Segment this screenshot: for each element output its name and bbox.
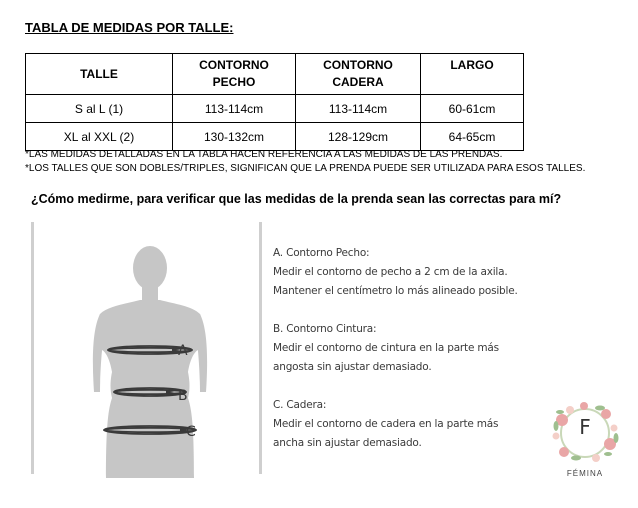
- header-cadera-line1: CONTORNO: [323, 58, 393, 72]
- note-item: *LAS MEDIDAS DETALLADAS EN LA TABLA HACEN REFERENCIA A LAS MEDIDAS DE LAS PRENDAS.: [25, 149, 503, 160]
- cell-largo: 60-61cm: [421, 95, 524, 123]
- header-contorno-cadera: [296, 54, 421, 95]
- logo-letter: F: [579, 415, 591, 439]
- cell-talle: S al L (1): [26, 95, 173, 123]
- logo-name: FÉMINA: [566, 469, 604, 478]
- measure-question: ¿Cómo medirme, para verificar que las medidas de la prenda sean las correctas para mí?: [31, 192, 562, 206]
- cell-cadera: 113-114cm: [296, 95, 421, 123]
- label-a: A: [178, 343, 188, 359]
- header-contorno-pecho: [173, 54, 296, 95]
- header-largo-label: LARGO: [450, 58, 494, 72]
- instruction-title: A. Contorno Pecho:: [273, 247, 370, 259]
- instruction-text: Medir el contorno de pecho a 2 cm de la axila.: [273, 266, 508, 278]
- header-pecho-line1: CONTORNO: [199, 58, 269, 72]
- table-header-row: [26, 54, 524, 95]
- instruction-title: C. Cadera:: [273, 399, 327, 411]
- table-row: [26, 123, 524, 151]
- body-silhouette-figure: [80, 232, 220, 478]
- cell-cadera: 128-129cm: [296, 123, 421, 151]
- cell-talle: XL al XXL (2): [26, 123, 173, 151]
- instruction-hip: [273, 396, 518, 453]
- divider-right: [259, 222, 262, 474]
- instruction-text: ancha sin ajustar demasiado.: [273, 437, 422, 449]
- cell-largo: 64-65cm: [421, 123, 524, 151]
- page-heading: TABLA DE MEDIDAS POR TALLE:: [25, 20, 234, 35]
- instruction-title: B. Contorno Cintura:: [273, 323, 377, 335]
- note-item: *LOS TALLES QUE SON DOBLES/TRIPLES, SIGNIFICAN QUE LA PRENDA PUEDE SER UTILIZADA PARA ESOS TALLES.: [25, 163, 586, 174]
- instruction-chest: [273, 244, 518, 301]
- instruction-text: Medir el contorno de cadera en la parte más: [273, 418, 499, 430]
- instruction-text: Medir el contorno de cintura en la parte más: [273, 342, 499, 354]
- instruction-text: angosta sin ajustar demasiado.: [273, 361, 432, 373]
- header-talle-label: TALLE: [80, 66, 118, 81]
- instruction-text: Mantener el centímetro lo más alineado posible.: [273, 285, 518, 297]
- measurement-instructions: [273, 244, 518, 472]
- divider-left: [31, 222, 34, 474]
- header-largo: [421, 54, 524, 95]
- label-c: C: [186, 424, 196, 440]
- femina-logo: [548, 400, 622, 484]
- cell-pecho: 130-132cm: [173, 123, 296, 151]
- table-notes: [25, 148, 585, 176]
- table-row: [26, 95, 524, 123]
- size-table: [25, 53, 524, 151]
- header-cadera-line2: CADERA: [332, 75, 384, 89]
- header-talle: [26, 54, 173, 95]
- cell-pecho: 113-114cm: [173, 95, 296, 123]
- label-b: B: [178, 388, 188, 404]
- header-pecho-line2: PECHO: [212, 75, 256, 89]
- instruction-waist: [273, 320, 518, 377]
